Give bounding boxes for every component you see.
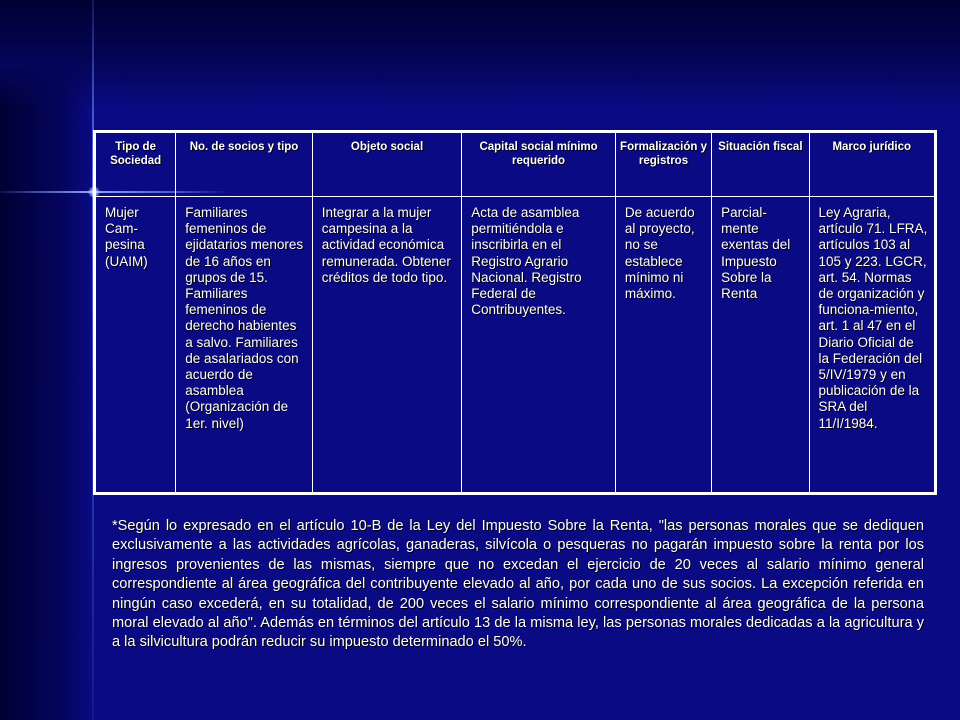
table-header-row xyxy=(95,132,936,197)
table-row xyxy=(95,197,936,494)
header-situacion-fiscal: Situación fiscal xyxy=(712,132,809,197)
cell-objeto-social: Integrar a la mujer campesina a la actividad económica remunerada. Obtener créditos de todo tipo. xyxy=(312,197,462,494)
background-top-gradient xyxy=(0,0,960,110)
cell-socios-tipo: Familiares femeninos de ejidatarios menores de 16 años en grupos de 15. Familiares femeninos de derecho habientes a salvo. Familiares de asalariados con acuerdo de asamblea (Organización de 1er. nivel) xyxy=(176,197,312,494)
cell-marco-juridico: Ley Agraria, artículo 71. LFRA, artículos 103 al 105 y 223. LGCR, art. 54. Normas de organización y funciona-miento, art. 1 al 47 en el Diario Oficial de la Federación del 5/IV/1979 y en publicación de la SRA del 11/I/1984. xyxy=(809,197,935,494)
cell-situacion-fiscal: Parcial-mente exentas del Impuesto Sobre la Renta xyxy=(712,197,809,494)
cell-formalizacion: De acuerdo al proyecto, no se establece mínimo ni máximo. xyxy=(615,197,711,494)
header-capital-social: Capital social mínimo requerido xyxy=(462,132,616,197)
header-formalizacion: Formalización y registros xyxy=(615,132,711,197)
header-marco-juridico: Marco jurídico xyxy=(809,132,935,197)
header-tipo-sociedad: Tipo de Sociedad xyxy=(95,132,176,197)
header-socios-tipo: No. de socios y tipo xyxy=(176,132,312,197)
header-objeto-social: Objeto social xyxy=(312,132,462,197)
cell-capital-social: Acta de asamblea permitiéndola e inscribirla en el Registro Agrario Nacional. Registro Federal de Contribuyentes. xyxy=(462,197,616,494)
society-comparison-table xyxy=(93,130,937,495)
footnote-paragraph: *Según lo expresado en el artículo 10-B de la Ley del Impuesto Sobre la Renta, "las personas morales que se dediquen exclusivamente a las actividades agrícolas, ganaderas, silvícola o pesqueras no pagarán impuesto sobre la renta por los ingresos provenientes de las mismas, siempre que no excedan el ejercicio de 20 veces al salario mínimo general correspondiente al área geográfica del contribuyente elevado al año, por cada uno de sus socios. La excepción referida en ningún caso excederá, en su totalidad, de 200 veces el salario mínimo correspondiente al área geográfica de la persona moral elevado al año". Además en términos del artículo 13 de la misma ley, las personas morales dedicadas a la agricultura y a la silvicultura podrán reducir su impuesto determinado el 50%. xyxy=(112,518,924,651)
cell-tipo-sociedad: Mujer Cam-pesina (UAIM) xyxy=(95,197,176,494)
